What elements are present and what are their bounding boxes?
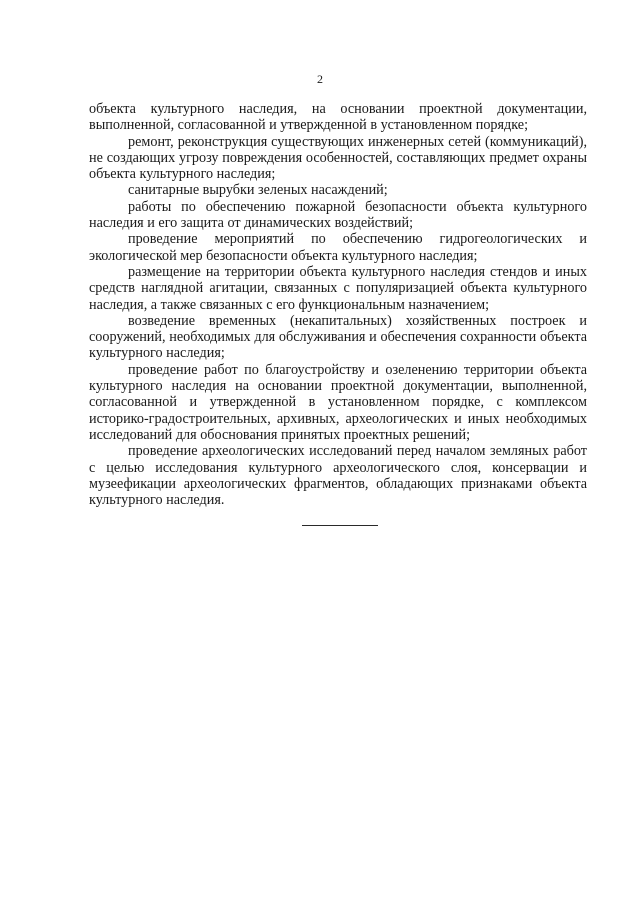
paragraph: санитарные вырубки зеленых насаждений; — [128, 182, 388, 199]
paragraph: проведение мероприятий по обеспечению гидрогеологических и экологической мер безопасности объекта культурного наследия; — [89, 231, 587, 264]
paragraph: возведение временных (некапитальных) хозяйственных построек и сооружений, необходимых для обслуживания и обеспечения сохранности объекта культурного наследия; — [89, 312, 587, 362]
document-body — [89, 101, 587, 508]
paragraph: размещение на территории объекта культурного наследия стендов и иных средств наглядной агитации, связанных с популяризацией объекта культурного наследия, а также связанных с его функциональным назначением; — [89, 263, 587, 313]
page-number: 2 — [317, 72, 323, 86]
closing-rule — [302, 525, 378, 526]
paragraph: ремонт, реконструкция существующих инженерных сетей (коммуникаций), не создающих угрозу повреждения особенностей, составляющих предмет охраны объекта культурного наследия; — [89, 133, 587, 183]
paragraph: проведение работ по благоустройству и озеленению территории объекта культурного наследия на основании проектной документации, выполненной, согласованной и утвержденной в установленном порядке, с комплексом историко-градостроительных, архивных, археологических и иных необходимых исследований для обоснования принятых проектных решений; — [89, 361, 587, 443]
paragraph: работы по обеспечению пожарной безопасности объекта культурного наследия и его защита от динамических воздействий; — [89, 198, 587, 232]
paragraph: проведение археологических исследований перед началом земляных работ с целью исследования культурного археологического слоя, консервации и музеефикации археологических фрагментов, обладающих признаками объекта культурного наследия. — [89, 443, 587, 509]
paragraph: объекта культурного наследия, на основании проектной документации, выполненной, согласованной и утвержденной в установленном порядке; — [89, 101, 587, 134]
